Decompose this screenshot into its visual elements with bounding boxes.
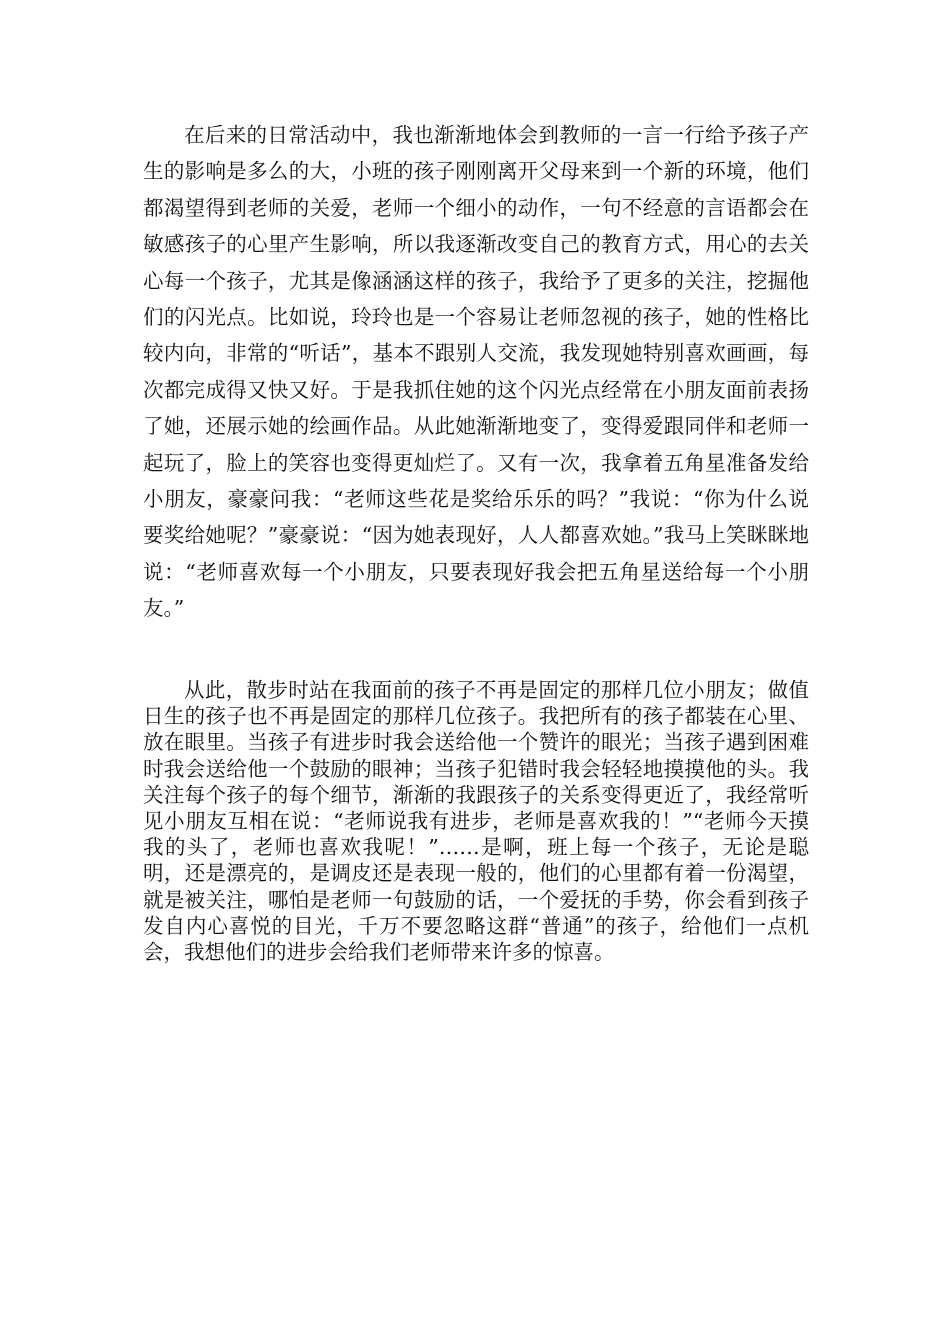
paragraph-1: 在后来的日常活动中，我也渐渐地体会到教师的一言一行给予孩子产生的影响是多么的大，小班的孩子刚刚离开父母来到一个新的环境，他们都渴望得到老师的关爱，老师一个细小的动作，一句不经意的言语都会在敏感孩子的心里产生影响，所以我逐渐改变自己的教育方式，用心的去关心每一个孩子，尤其是像涵涵这样的孩子，我给予了更多的关注，挖掘他们的闪光点。比如说，玲玲也是一个容易让老师忽视的孩子，她的性格比较内向，非常的“听话”，基本不跟别人交流，我发现她特别喜欢画画，每次都完成得又快又好。于是我抓住她的这个闪光点经常在小朋友面前表扬了她，还展示她的绘画作品。从此她渐渐地变了，变得爱跟同伴和老师一起玩了，脸上的笑容也变得更灿烂了。又有一次，我拿着五角星准备发给小朋友，豪豪问我：“老师这些花是奖给乐乐的吗？”我说：“你为什么说要奖给她呢？”豪豪说：“因为她表现好，人人都喜欢她。”我马上笑眯眯地说：“老师喜欢每一个小朋友，只要表现好我会把五角星送给每一个小朋友。” <box>143 123 809 621</box>
paragraph-2: 从此，散步时站在我面前的孩子不再是固定的那样几位小朋友；做值日生的孩子也不再是固定的那样几位孩子。我把所有的孩子都装在心里、放在眼里。当孩子有进步时我会送给他一个赞许的眼光；当孩子遇到困难时我会送给他一个鼓励的眼神；当孩子犯错时我会轻轻地摸摸他的头。我关注每个孩子的每个细节，渐渐的我跟孩子的关系变得更近了，我经常听见小朋友互相在说：“老师说我有进步，老师是喜欢我的！”“老师今天摸我的头了，老师也喜欢我呢！”……是啊，班上每一个孩子，无论是聪明，还是漂亮的，是调皮还是表现一般的，他们的心里都有着一份渴望，就是被关注，哪怕是老师一句鼓励的话，一个爱抚的手势，你会看到孩子发自内心喜悦的目光，千万不要忽略这群“普通”的孩子，给他们一点机会，我想他们的进步会给我们老师带来许多的惊喜。 <box>143 678 809 965</box>
